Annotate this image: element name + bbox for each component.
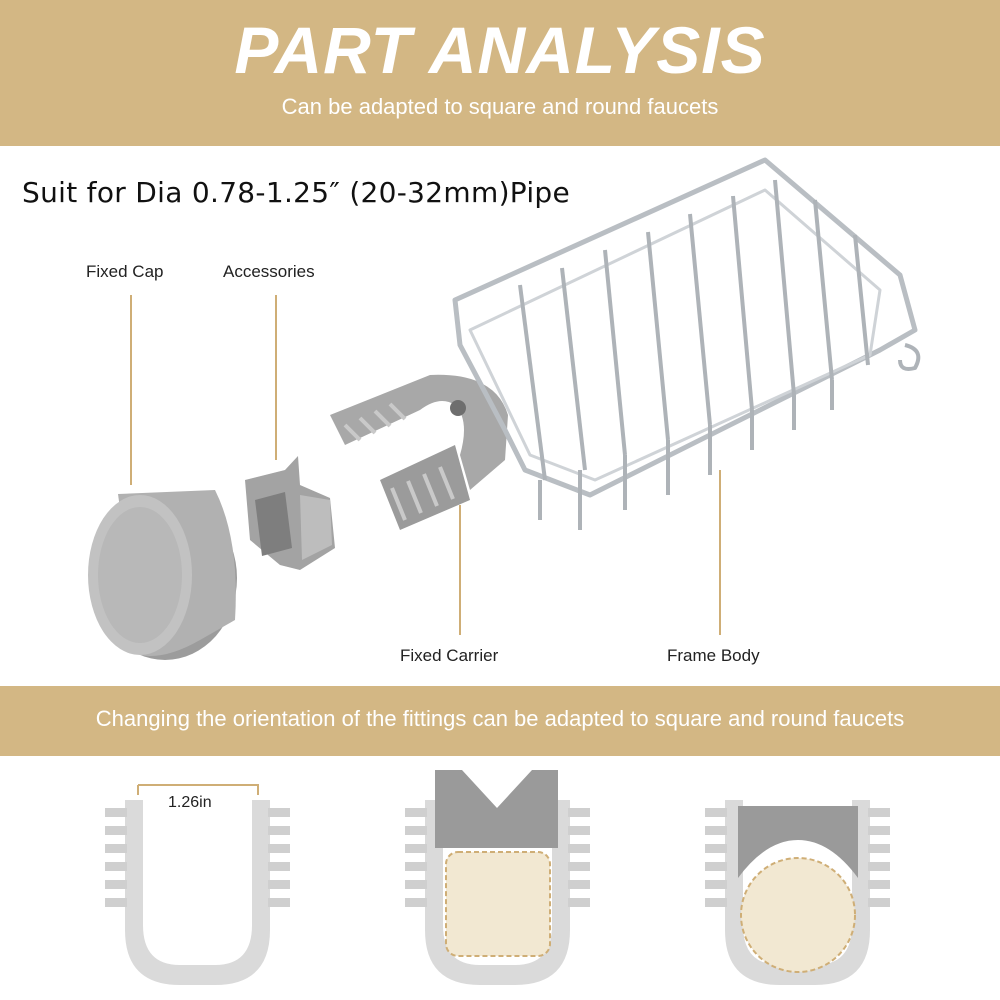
- dimension-label: 1.26in: [168, 794, 212, 811]
- page-subtitle: Can be adapted to square and round faucets: [281, 94, 719, 119]
- label-accessories: Accessories: [223, 262, 315, 281]
- fixed-cap-illustration: [88, 490, 237, 660]
- accessories-illustration: [245, 456, 335, 570]
- page-title: PART ANALYSIS: [234, 13, 766, 87]
- clamp-diagram-round-faucet: [705, 800, 890, 985]
- label-fixed-cap: Fixed Cap: [86, 262, 164, 281]
- fixed-carrier-illustration: [330, 375, 508, 530]
- label-frame-body: Frame Body: [667, 646, 760, 665]
- frame-body-illustration: [455, 160, 918, 530]
- clamp-diagram-empty: [105, 785, 290, 985]
- orientation-banner-text: Changing the orientation of the fittings can be adapted to square and round faucets: [95, 706, 905, 731]
- pipe-spec-text: Suit for Dia 0.78-1.25″ (20-32mm)Pipe: [22, 176, 571, 209]
- clamp-diagram-square-faucet: [405, 770, 590, 985]
- label-fixed-carrier: Fixed Carrier: [400, 646, 499, 665]
